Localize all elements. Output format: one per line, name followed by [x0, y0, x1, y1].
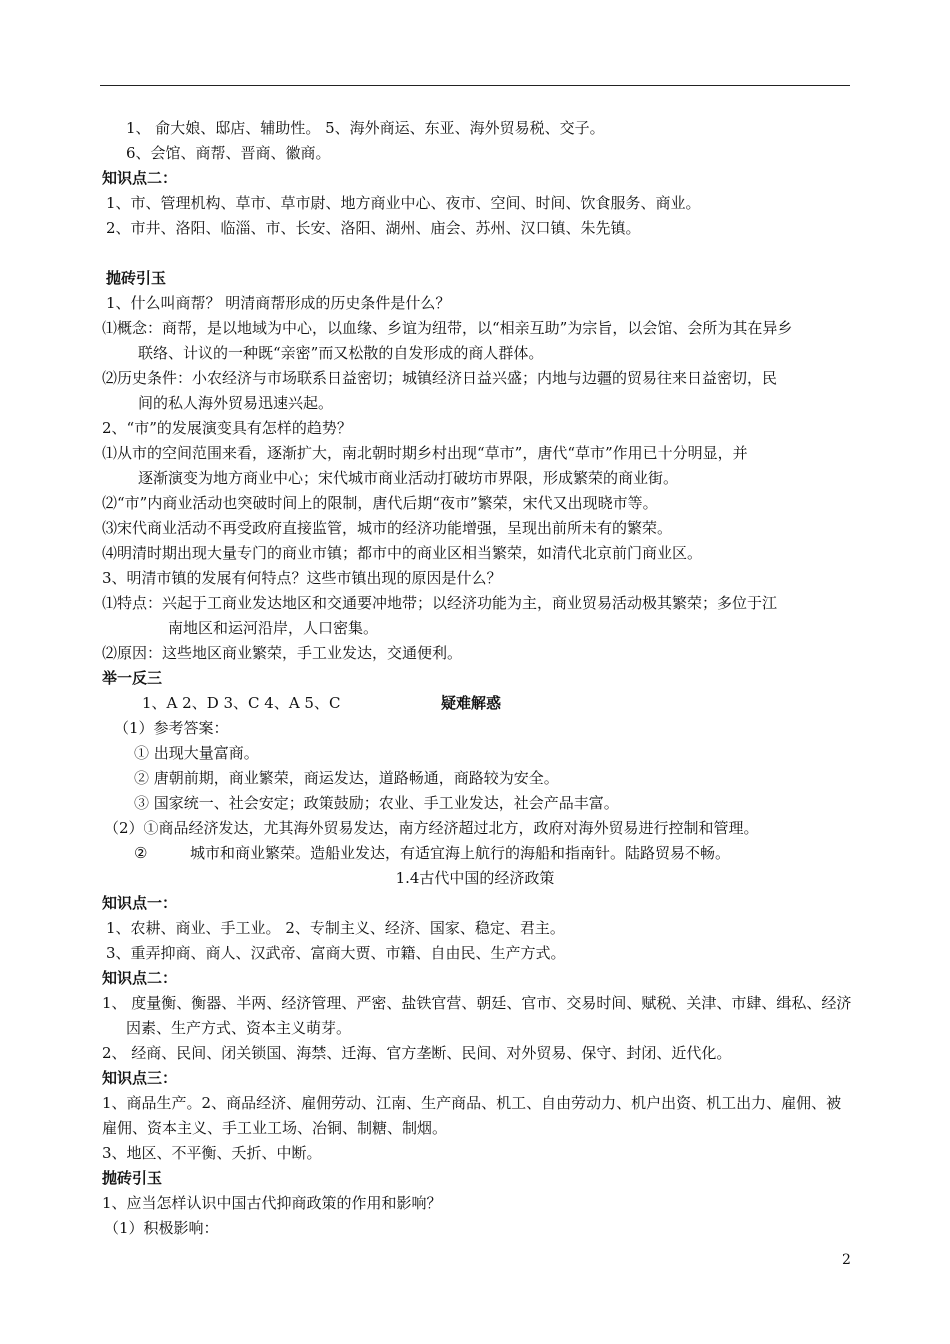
answer-line: 3、重弄抑商、商人、汉武帝、富商大贾、市籍、自由民、生产方式。: [106, 944, 566, 962]
answer-line: （1）参考答案：: [114, 719, 229, 737]
question-line: 1、应当怎样认识中国古代抑商政策的作用和影响？: [102, 1194, 442, 1212]
answer-line: 1、商品生产。2、商品经济、雇佣劳动、江南、生产商品、机工、自由劳动力、机户出资、机工出力、雇佣、被: [102, 1094, 842, 1112]
answer-line: 2、市井、洛阳、临淄、市、长安、洛阳、湖州、庙会、苏州、汉口镇、朱先镇。: [106, 219, 641, 237]
answer-line: 联络、计议的一种既“亲密”而又松散的自发形成的商人群体。: [138, 344, 544, 362]
answer-line: 逐渐演变为地方商业中心；宋代城市商业活动打破坊市界限，形成繁荣的商业街。: [138, 469, 679, 487]
section-heading: 抛砖引玉: [106, 269, 167, 287]
question-line: 2、“市”的发展演变具有怎样的趋势？: [102, 419, 352, 437]
answer-line: 1、 度量衡、衡器、半两、经济管理、严密、盐铁官营、朝廷、官市、交易时间、赋税、关津、市肆、缉私、经济: [102, 994, 852, 1012]
section-heading: 知识点一：: [102, 894, 178, 912]
answer-line: ⑵原因：这些地区商业繁荣，手工业发达，交通便利。: [102, 644, 463, 662]
answer-line: 1、市、管理机构、草市、草市尉、地方商业中心、夜市、空间、时间、饮食服务、商业。: [106, 194, 701, 212]
answer-line: 城市和商业繁荣。造船业发达，有适宜海上航行的海船和指南针。陆路贸易不畅。: [190, 844, 731, 862]
answer-line: ③ 国家统一、社会安定；政策鼓励；农业、手工业发达，社会产品丰富。: [134, 794, 619, 812]
answer-line: 因素、生产方式、资本主义萌芽。: [126, 1019, 352, 1037]
answer-line: ⑷明清时期出现大量专门的商业市镇；都市中的商业区相当繁荣，如清代北京前门商业区。: [102, 544, 703, 562]
section-heading: 举一反三: [102, 669, 163, 687]
answer-line: 雇佣、资本主义、手工业工场、冶铜、制糖、制烟。: [102, 1119, 448, 1137]
answer-key: 1、A 2、D 3、C 4、A 5、C: [142, 694, 341, 712]
answer-marker: ②: [134, 844, 148, 862]
header-rule: [100, 85, 850, 86]
answer-line: ① 出现大量富商。: [134, 744, 259, 762]
section-heading: 抛砖引玉: [102, 1169, 163, 1187]
answer-line: 2、 经商、民间、闭关锁国、海禁、迁海、官方垄断、民间、对外贸易、保守、封闭、近代化。: [102, 1044, 732, 1062]
answer-line: ② 唐朝前期，商业繁荣，商运发达，道路畅通，商路较为安全。: [134, 769, 559, 787]
answer-line: 1、 俞大娘、邸店、辅助性。 5、海外商运、东亚、海外贸易税、交子。: [126, 119, 605, 137]
section-heading: 知识点二：: [102, 969, 178, 987]
answer-line: ⑴从市的空间范围来看，逐渐扩大，南北朝时期乡村出现“草市”，唐代“草市”作用已十分明显，并: [102, 444, 748, 462]
answer-line: 6、会馆、商帮、晋商、徽商。: [126, 144, 331, 162]
section-heading: 知识点二：: [102, 169, 178, 187]
answer-line: 南地区和运河沿岸，人口密集。: [168, 619, 379, 637]
lesson-title: 1.4古代中国的经济政策: [395, 869, 555, 887]
answer-line: （1）积极影响：: [104, 1219, 219, 1237]
answer-line: ⑵“市”内商业活动也突破时间上的限制，唐代后期“夜市”繁荣，宋代又出现晓市等。: [102, 494, 658, 512]
answer-line: （2）①商品经济发达，尤其海外贸易发达，南方经济超过北方，政府对海外贸易进行控制和管理。: [104, 819, 759, 837]
page-number: 2: [842, 1252, 851, 1268]
answer-line: ⑵历史条件：小农经济与市场联系日益密切；城镇经济日益兴盛；内地与边疆的贸易往来日益密切，民: [102, 369, 778, 387]
answer-line: 3、地区、不平衡、夭折、中断。: [102, 1144, 322, 1162]
answer-line: 1、农耕、商业、手工业。 2、专制主义、经济、国家、稳定、君主。: [106, 919, 565, 937]
section-heading: 知识点三：: [102, 1069, 178, 1087]
answer-line: 间的私人海外贸易迅速兴起。: [138, 394, 334, 412]
question-line: 3、明清市镇的发展有何特点？这些市镇出现的原因是什么？: [102, 569, 502, 587]
answer-line: ⑶宋代商业活动不再受政府直接监管，城市的经济功能增强，呈现出前所未有的繁荣。: [102, 519, 673, 537]
question-line: 1、什么叫商帮？ 明清商帮形成的历史条件是什么？: [106, 294, 451, 312]
answer-line: ⑴特点：兴起于工商业发达地区和交通要冲地带；以经济功能为主，商业贸易活动极其繁荣；多位于江: [102, 594, 778, 612]
section-heading: 疑难解惑: [441, 694, 502, 712]
answer-line: ⑴概念：商帮，是以地域为中心，以血缘、乡谊为纽带，以“相亲互助”为宗旨，以会馆、会所为其在异乡: [102, 319, 793, 337]
